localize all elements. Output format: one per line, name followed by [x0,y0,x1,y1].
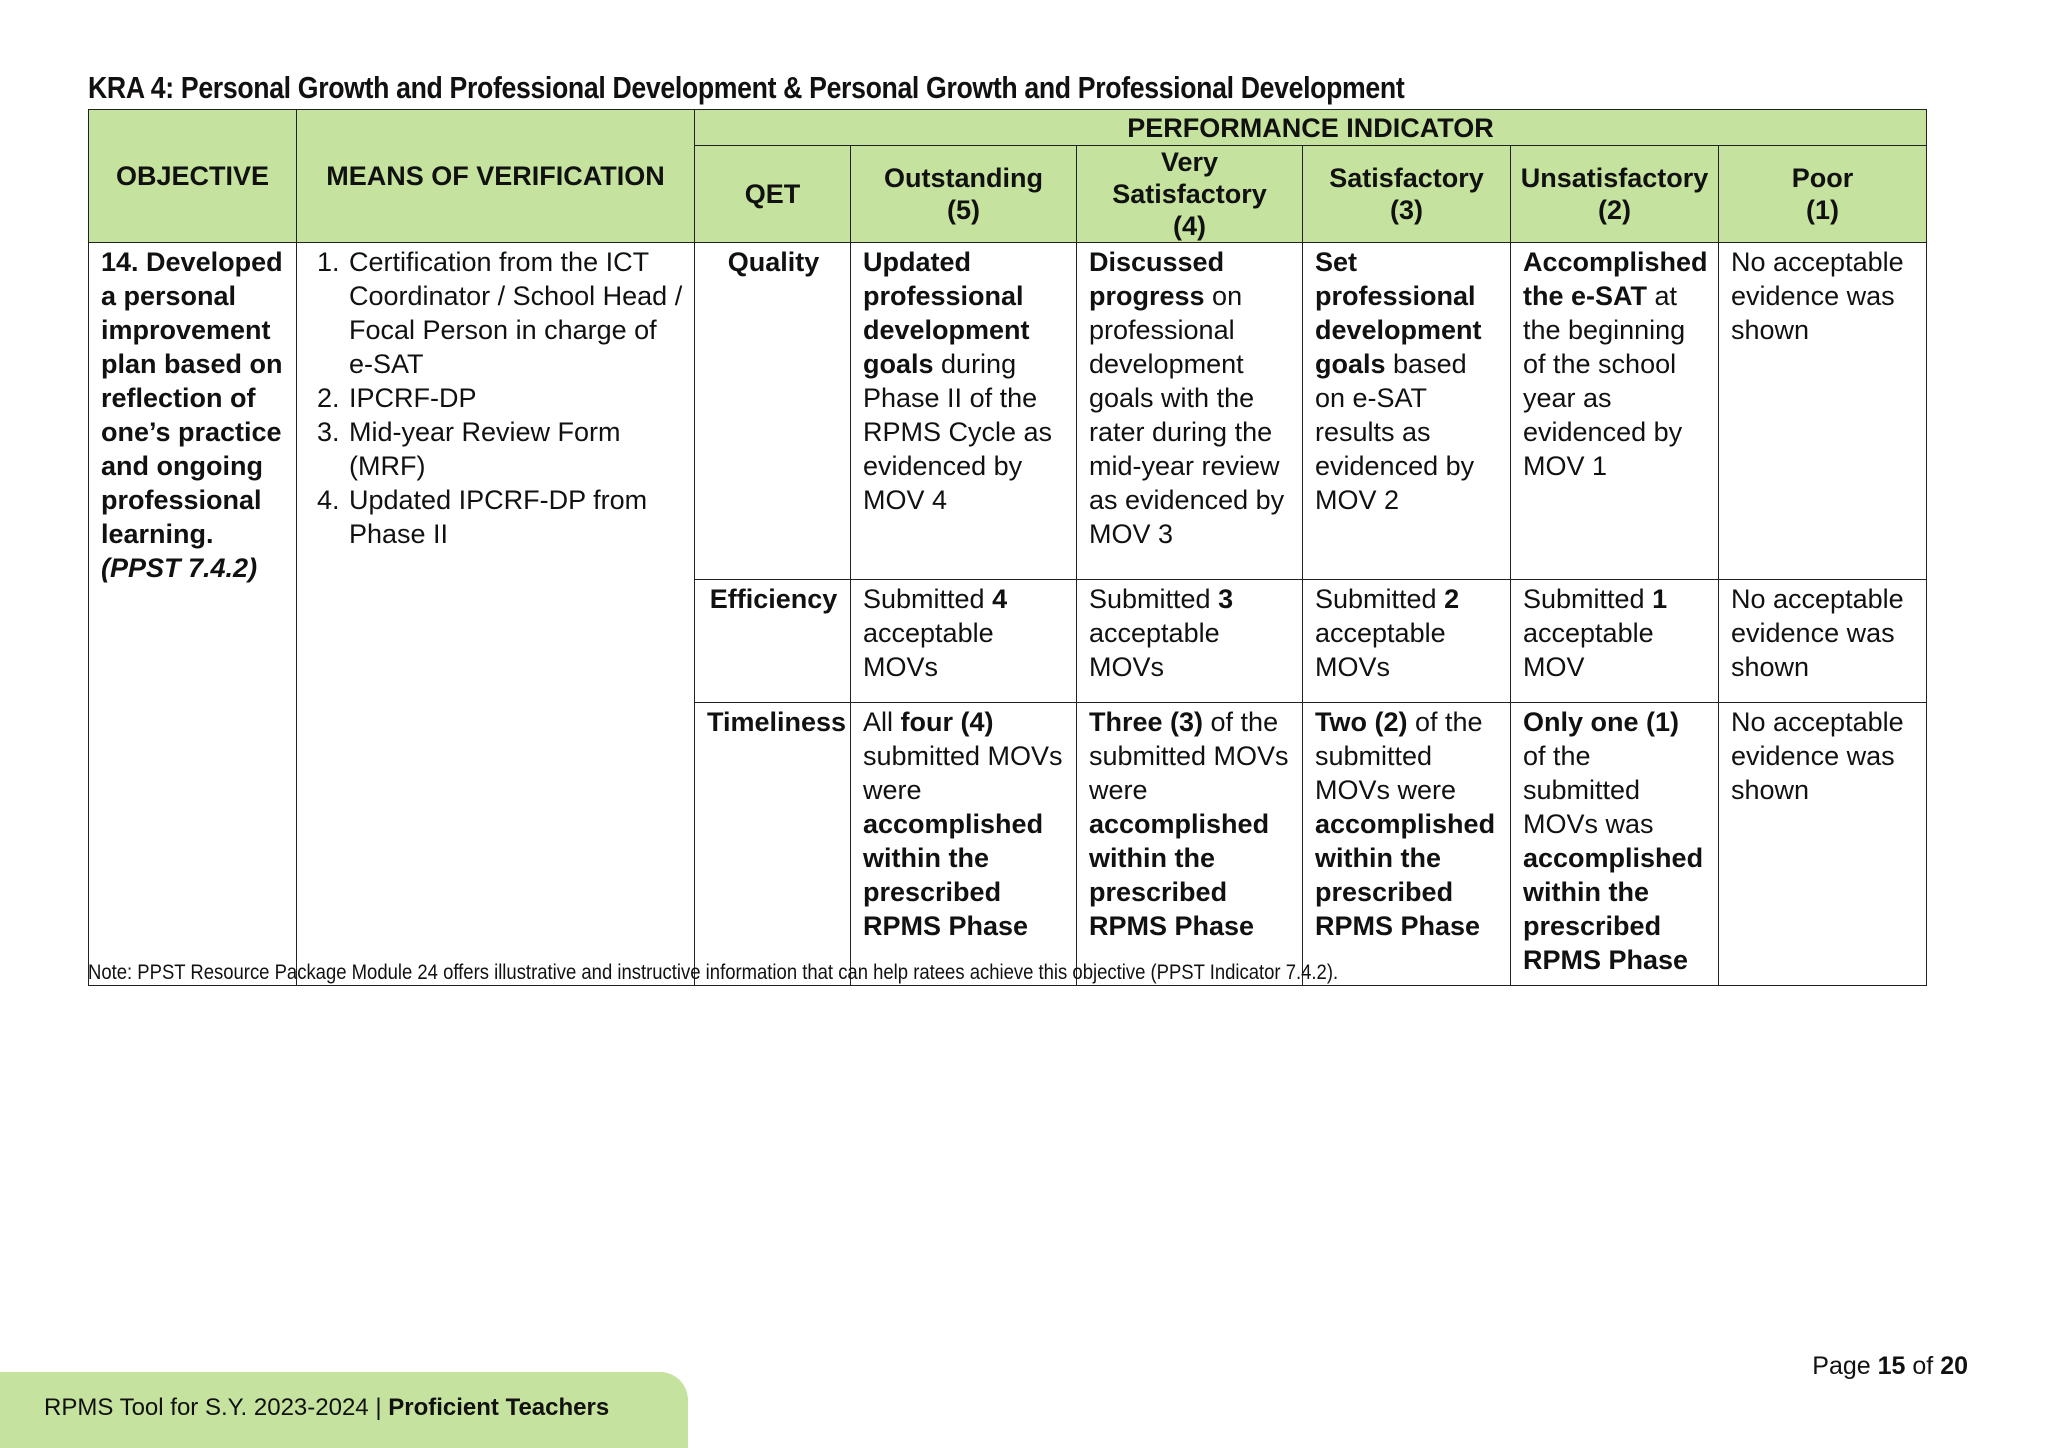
indicator-cell: No acceptable evidence was shown [1719,243,1927,580]
indicator-cell: Submitted 4 acceptable MOVs [851,580,1077,703]
indicator-cell: No acceptable evidence was shown [1719,580,1927,703]
indicator-cell: All four (4) submitted MOVs were accomplished within the prescribed RPMS Phase [851,703,1077,986]
indicator-cell: Three (3) of the submitted MOVs were accomplished within the prescribed RPMS Phase [1077,703,1303,986]
indicator-cell: Discussed progress on professional development goals with the rater during the mid-year review as evidenced by MOV 3 [1077,243,1303,580]
header-level: Unsatisfactory (2) [1511,146,1719,243]
indicator-cell: Submitted 2 acceptable MOVs [1303,580,1511,703]
table-row-quality [89,243,1927,580]
list-item: 3. Mid-year Review Form (MRF) [347,415,684,483]
list-item: 2. IPCRF-DP [347,381,684,415]
table-note: Note: PPST Resource Package Module 24 offers illustrative and instructive information that can help ratees achieve this objective (PPST Indicator 7.4.2). [88,961,1339,984]
list-item: 1. Certification from the ICT Coordinator / School Head / Focal Person in charge of e-SAT [347,245,684,381]
mov-cell [297,243,695,986]
page-number: Page 15 of 20 [1812,1352,1968,1380]
header-objective: OBJECTIVE [89,110,297,243]
header-level: Very Satisfactory (4) [1077,146,1303,243]
mov-list [309,245,684,551]
indicator-cell: Two (2) of the submitted MOVs were accomplished within the prescribed RPMS Phase [1303,703,1511,986]
footer-text: RPMS Tool for S.Y. 2023-2024 | Proficient Teachers [44,1394,610,1421]
qet-label: Timeliness [695,703,851,986]
indicator-cell: Submitted 1 acceptable MOV [1511,580,1719,703]
list-item: 4. Updated IPCRF-DP from Phase II [347,483,684,551]
indicator-cell: Accomplished the e-SAT at the beginning of the school year as evidenced by MOV 1 [1511,243,1719,580]
page-title: KRA 4: Personal Growth and Professional Development & Personal Growth and Professional Development [88,70,1405,105]
indicator-cell: Set professional development goals based on e-SAT results as evidenced by MOV 2 [1303,243,1511,580]
indicator-cell: No acceptable evidence was shown [1719,703,1927,986]
header-level: Satisfactory (3) [1303,146,1511,243]
footer-tab [0,1372,688,1448]
qet-label: Efficiency [695,580,851,703]
objective-cell: 14. Developed a personal improvement plan based on reflection of one’s practice and ongoing professional learning. (PPST 7.4.2) [89,243,297,986]
header-qet: QET [695,146,851,243]
indicator-cell: Submitted 3 acceptable MOVs [1077,580,1303,703]
header-level: Outstanding (5) [851,146,1077,243]
kra-table [88,109,1927,986]
qet-label: Quality [695,243,851,580]
indicator-cell: Only one (1) of the submitted MOVs was accomplished within the prescribed RPMS Phase [1511,703,1719,986]
header-performance-indicator: PERFORMANCE INDICATOR [695,110,1927,146]
indicator-cell: Updated professional development goals during Phase II of the RPMS Cycle as evidenced by MOV 4 [851,243,1077,580]
header-level: Poor (1) [1719,146,1927,243]
header-mov: MEANS OF VERIFICATION [297,110,695,243]
